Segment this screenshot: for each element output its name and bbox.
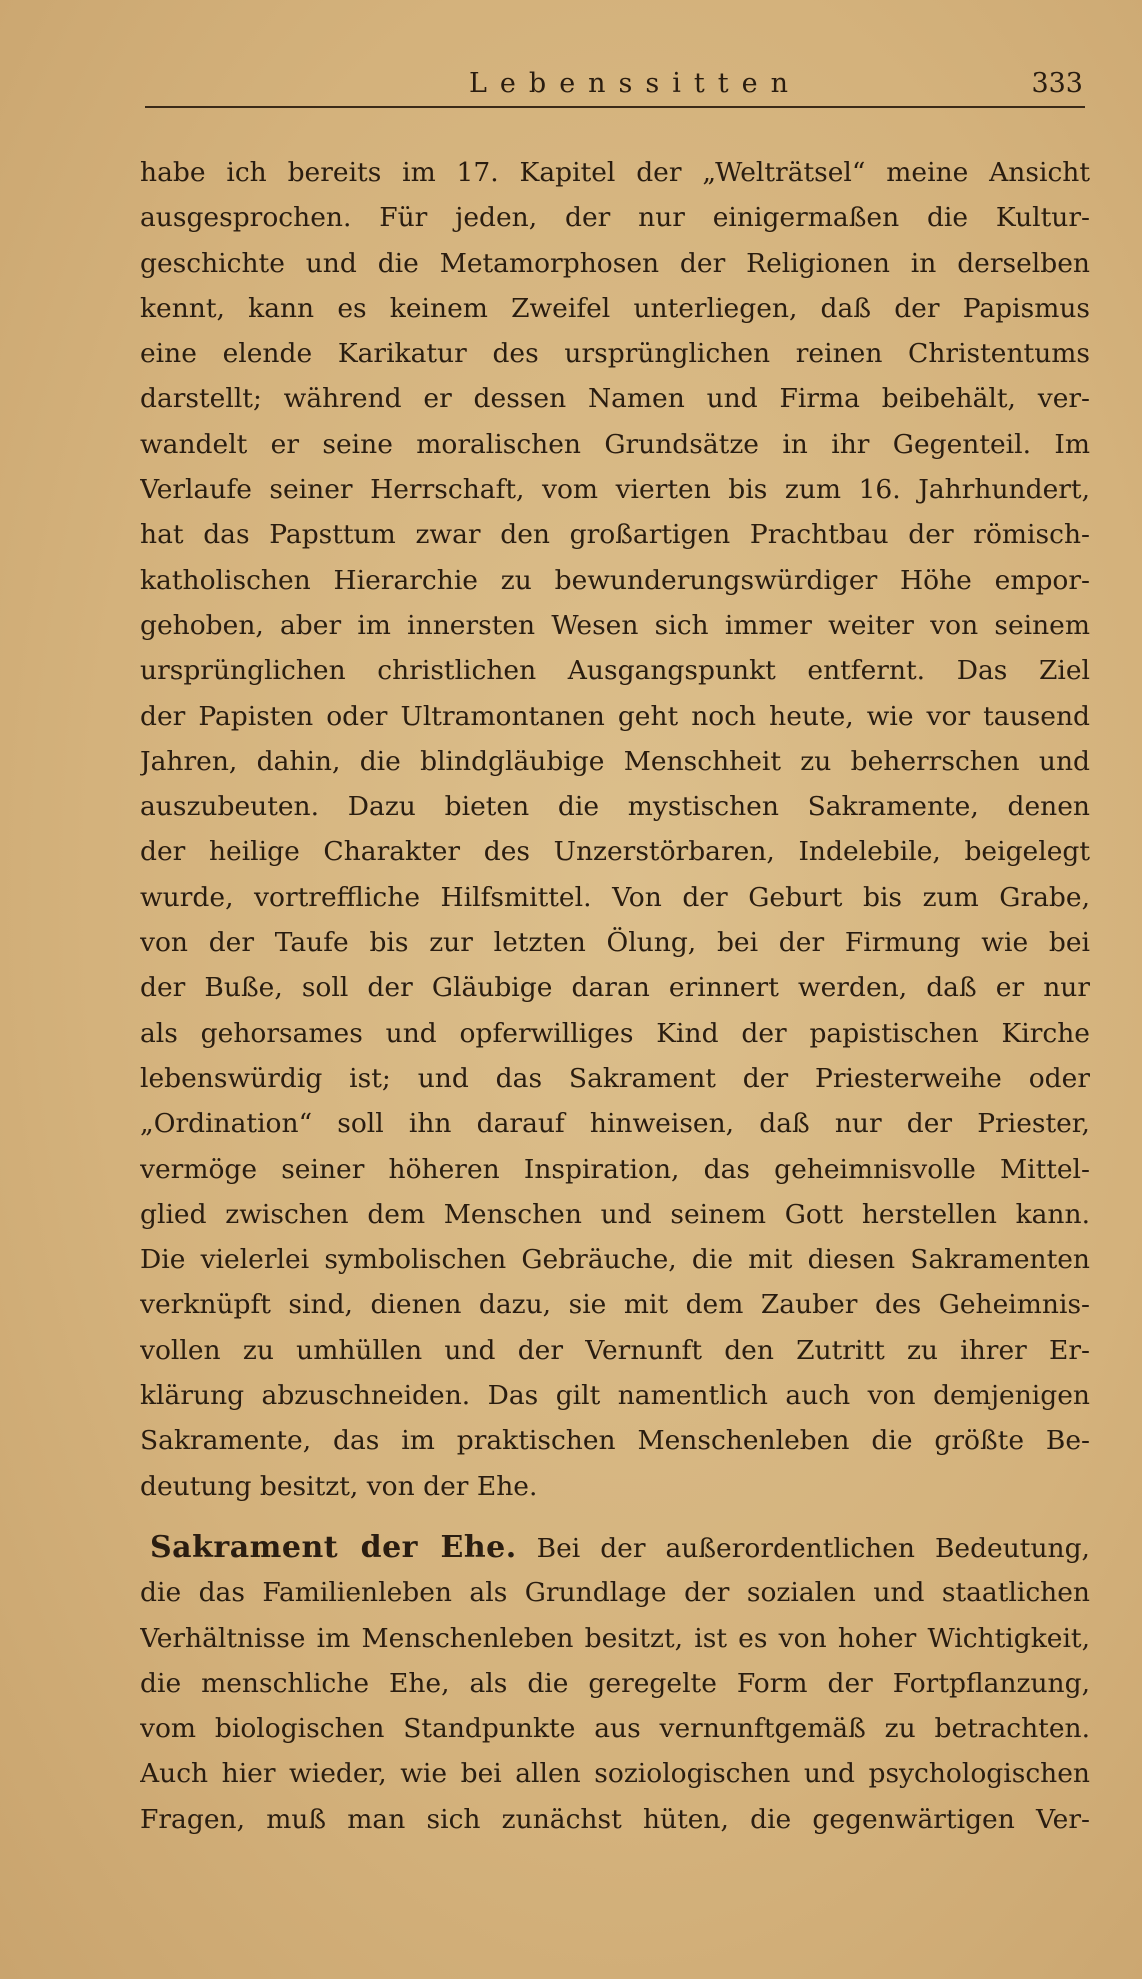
section-heading: Sakrament der Ehe. [150,1529,517,1565]
page-number: 333 [1031,68,1083,99]
text-line: Auch hier wieder, wie bei allen soziologischen und psychologischen [140,1758,1090,1790]
text-line: der Buße, soll der Gläubige daran erinnert werden, daß er nur [140,972,1090,1004]
text-line: Jahren, dahin, die blindgläubige Menschheit zu beherrschen und [140,745,1090,777]
text-line: katholischen Hierarchie zu bewunderungswürdiger Höhe empor- [140,564,1090,596]
text-line: hat das Papsttum zwar den großartigen Prachtbau der römisch- [140,519,1090,551]
text-line: wandelt er seine moralischen Grundsätze in ihr Gegenteil. Im [140,428,1090,460]
text-line: der Papisten oder Ultramontanen geht noch heute, wie vor tausend [140,700,1090,732]
text-line: lebenswürdig ist; und das Sakrament der Priesterweihe oder [140,1062,1090,1094]
text-line: deutung besitzt, von der Ehe. [140,1470,538,1502]
text-line: ausgesprochen. Für jeden, der nur einigermaßen die Kultur- [140,202,1090,234]
text-line: vollen zu umhüllen und der Vernunft den Zutritt zu ihrer Er- [140,1334,1090,1366]
text-line: kennt, kann es keinem Zweifel unterliegen, daß der Papismus [140,292,1090,324]
text-line: Verlaufe seiner Herrschaft, vom vierten bis zum 16. Jahrhundert, [140,474,1090,506]
text-line: von der Taufe bis zur letzten Ölung, bei der Firmung wie bei [140,927,1090,959]
text-line: Die vielerlei symbolischen Gebräuche, die mit diesen Sakramenten [140,1244,1090,1276]
text-line: gehoben, aber im innersten Wesen sich immer weiter von seinem [140,609,1090,641]
body-text [140,150,1090,1842]
text-line: Fragen, muß man sich zunächst hüten, die gegenwärtigen Ver- [140,1803,1090,1835]
text-line: auszubeuten. Dazu bieten die mystischen Sakramente, denen [140,791,1090,823]
running-title: Lebenssitten [469,68,801,99]
text-line: die menschliche Ehe, als die geregelte Form der Fortpflanzung, [140,1667,1090,1699]
paragraph-gap [140,1509,1090,1525]
text-line: habe ich bereits im 17. Kapitel der „Welträtsel“ meine Ansicht [140,157,1090,188]
text-line: „Ordination“ soll ihn darauf hinweisen, daß nur der Priester, [140,1108,1090,1140]
text-run: Bei der außerordentlichen Bedeutung, [536,1532,1090,1564]
text-line: Verhältnisse im Menschenleben besitzt, ist es von hoher Wichtigkeit, [140,1622,1090,1654]
text-line: geschichte und die Metamorphosen der Religionen in derselben [140,247,1090,279]
text-line: klärung abzuschneiden. Das gilt namentlich auch von demjenigen [140,1380,1090,1412]
text-line: als gehorsames und opferwilliges Kind der papistischen Kirche [140,1017,1090,1049]
text-line: verknüpft sind, dienen dazu, sie mit dem Zauber des Geheimnis- [140,1289,1090,1321]
header-rule [145,106,1085,108]
text-line: vermöge seiner höheren Inspiration, das geheimnisvolle Mittel- [140,1153,1090,1185]
text-line: Sakramente, das im praktischen Menschenleben die größte Be- [140,1425,1090,1457]
text-line: darstellt; während er dessen Namen und Firma beibehält, ver- [140,383,1090,415]
paragraph-first-line [140,1525,1090,1570]
text-line: glied zwischen dem Menschen und seinem Gott herstellen kann. [140,1198,1090,1230]
text-line: die das Familienleben als Grundlage der sozialen und staatlichen [140,1577,1090,1609]
text-line: der heilige Charakter des Unzerstörbaren, Indelebile, beigelegt [140,836,1090,868]
text-line: eine elende Karikatur des ursprünglichen reinen Christentums [140,338,1090,370]
text-line: ursprünglichen christlichen Ausgangspunkt entfernt. Das Ziel [140,655,1090,687]
running-header [145,66,1085,110]
text-line: wurde, vortreffliche Hilfsmittel. Von der Geburt bis zum Grabe, [140,881,1090,913]
text-line: vom biologischen Standpunkte aus vernunftgemäß zu betrachten. [140,1713,1090,1745]
